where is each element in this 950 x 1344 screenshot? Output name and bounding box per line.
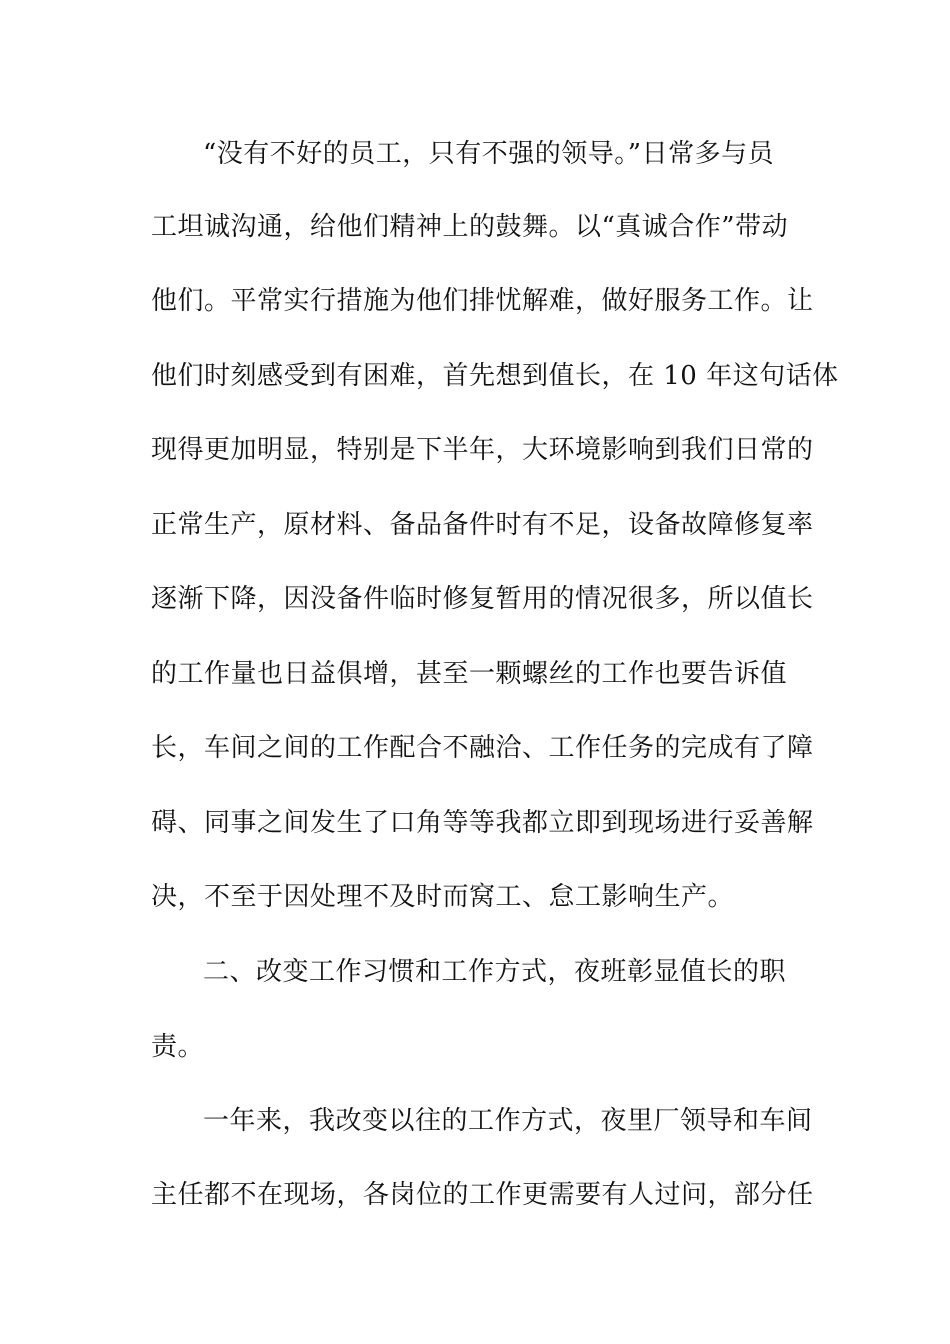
paragraph-line: 现得更加明显，特别是下半年，大环境影响到我们日常的 xyxy=(151,435,814,465)
paragraph-line: 正常生产，原材料、备品备件时有不足，设备故障修复率 xyxy=(151,510,814,540)
section-heading-line: 二、改变工作习惯和工作方式，夜班彰显值长的职 xyxy=(203,957,787,987)
paragraph-line: “没有不好的员工，只有不强的领导。”日常多与员 xyxy=(203,139,775,169)
paragraph-line: 决，不至于因处理不及时而窝工、怠工影响生产。 xyxy=(151,882,735,912)
paragraph-line: 主任都不在现场，各岗位的工作更需要有人过问，部分任 xyxy=(151,1180,814,1210)
paragraph-line: 一年来，我改变以往的工作方式，夜里厂领导和车间 xyxy=(203,1106,813,1136)
paragraph-line: 他们。平常实行措施为他们排忧解难，做好服务工作。让 xyxy=(151,286,814,316)
paragraph-line: 碍、同事之间发生了口角等等我都立即到现场进行妥善解 xyxy=(151,808,814,838)
paragraph-line: 工坦诚沟通，给他们精神上的鼓舞。以“真诚合作”带动 xyxy=(151,212,789,242)
paragraph-line: 逐渐下降，因没备件临时修复暂用的情况很多，所以值长 xyxy=(151,584,814,614)
paragraph-line: 他们时刻感受到有困难，首先想到值长，在 10 年这句话体 xyxy=(151,361,839,391)
paragraph-line: 长，车间之间的工作配合不融洽、工作任务的完成有了障 xyxy=(151,733,814,763)
paragraph-line: 的工作量也日益俱增，甚至一颗螺丝的工作也要告诉值 xyxy=(151,659,788,689)
section-heading-line: 责。 xyxy=(151,1032,205,1062)
